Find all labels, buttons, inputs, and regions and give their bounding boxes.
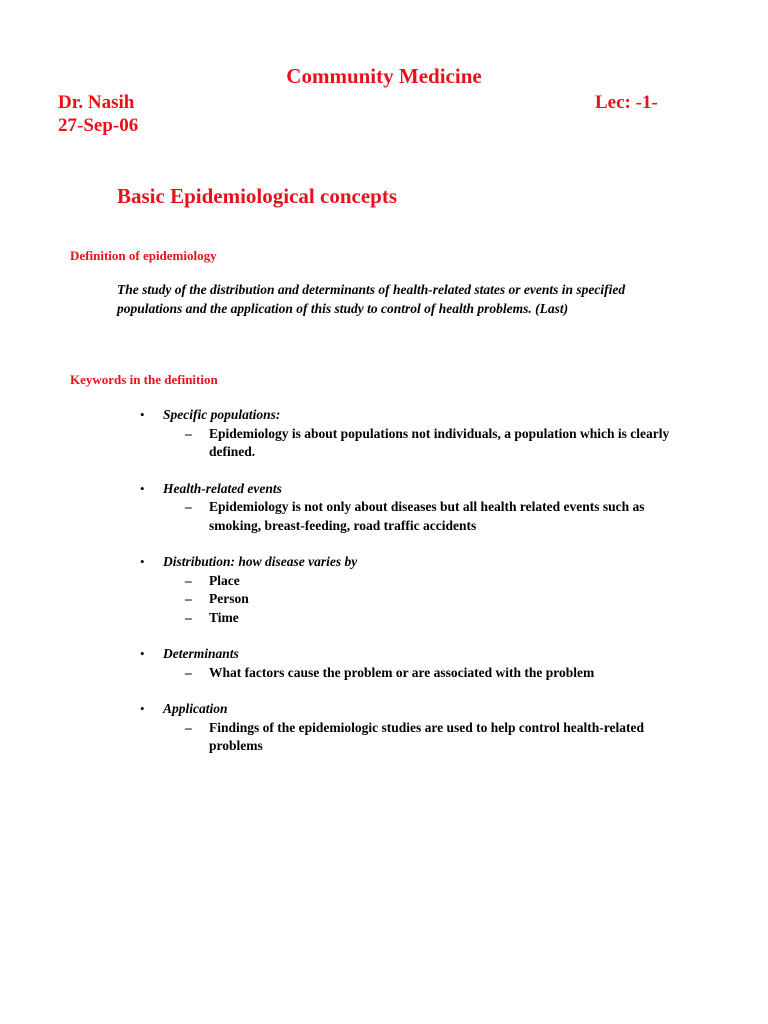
definition-heading: Definition of epidemiology: [70, 248, 217, 263]
lecture-date: 27-Sep-06: [58, 115, 139, 136]
bullet-icon: •: [140, 407, 145, 422]
dash-icon: –: [185, 425, 192, 441]
keyword-point-text: Findings of the epidemiologic studies are used to help control health-related problems: [209, 719, 645, 753]
keyword-points: [163, 719, 700, 756]
dash-icon: –: [185, 591, 192, 606]
bullet-icon: •: [140, 646, 145, 661]
keyword-term: Distribution: how disease varies by: [163, 554, 358, 569]
keyword-item-distribution: [140, 553, 700, 627]
keyword-term: Determinants: [163, 646, 239, 661]
keyword-points: [163, 664, 700, 683]
keyword-item-application: [140, 700, 700, 756]
keyword-item-events: [140, 480, 700, 536]
keyword-points: [163, 498, 700, 535]
keyword-point-text: What factors cause the problem or are associated with the problem: [209, 664, 595, 680]
keywords-heading: Keywords in the definition: [70, 372, 218, 387]
keyword-term: Specific populations:: [163, 407, 281, 422]
bullet-icon: •: [140, 480, 145, 496]
keyword-point-text: Time: [209, 609, 239, 625]
dash-icon: –: [185, 664, 192, 680]
keyword-point: [185, 572, 700, 591]
definition-text: The study of the distribution and determinants of health-related states or events in specified populations and the application of this study to control of health problems. (Last): [117, 282, 626, 316]
dash-icon: –: [185, 499, 192, 514]
keyword-item-populations: [140, 406, 700, 462]
dash-icon: –: [185, 609, 192, 625]
keyword-point: [185, 590, 700, 609]
keyword-point: [185, 664, 700, 683]
keyword-point-text: Place: [209, 572, 240, 588]
keyword-point-text: Person: [209, 591, 249, 606]
lecture-number: Lec: -1-: [595, 92, 658, 113]
keywords-list: [140, 406, 700, 774]
dash-icon: –: [185, 572, 192, 588]
keyword-term: Application: [163, 701, 228, 716]
keyword-term: Health-related events: [163, 480, 282, 496]
bullet-icon: •: [140, 554, 145, 569]
bullet-icon: •: [140, 701, 145, 716]
dash-icon: –: [185, 719, 192, 735]
document-title: Community Medicine: [286, 64, 482, 88]
keyword-item-determinants: [140, 645, 700, 682]
section-title: Basic Epidemiological concepts: [117, 184, 397, 208]
keyword-point: [185, 498, 700, 535]
keyword-point-text: Epidemiology is not only about diseases but all health related events such as smoking, breast-feeding, road traffic accidents: [209, 499, 645, 533]
keyword-point-text: Epidemiology is about populations not individuals, a population which is clearly defined.: [209, 425, 670, 459]
keyword-point: [185, 609, 700, 628]
author-name: Dr. Nasih: [58, 92, 135, 113]
keyword-point: [185, 425, 700, 462]
keyword-points: [163, 572, 700, 628]
keyword-point: [185, 719, 700, 756]
keyword-points: [163, 425, 700, 462]
